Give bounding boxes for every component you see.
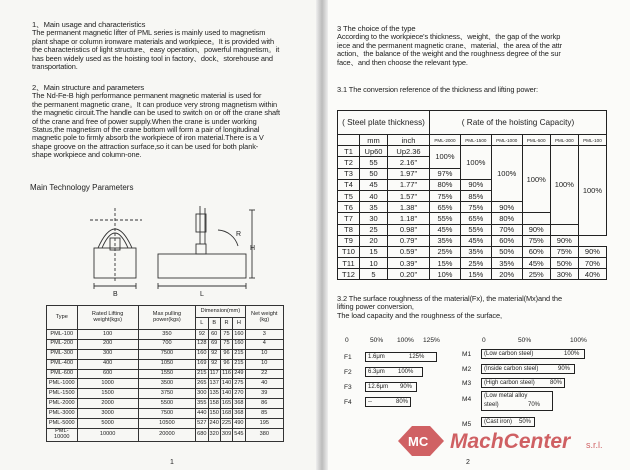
spec-cell: PML-1000	[47, 379, 78, 389]
spec-cell: 20000	[138, 428, 195, 441]
spec-cell: 545	[233, 428, 245, 441]
m-scale-100: 100%	[570, 337, 587, 344]
spec-cell: 140	[220, 379, 232, 389]
thickness-header: ( Steel plate thickness)	[338, 111, 430, 135]
spec-cell: 22	[245, 369, 283, 379]
spec-cell: 160	[233, 339, 245, 349]
spec-body	[47, 330, 284, 442]
spec-cell: PML-100	[47, 330, 78, 340]
m1-label: M1	[462, 351, 472, 358]
model-pml-1500: PML-1500	[460, 135, 491, 146]
spec-cell: 2000	[77, 399, 138, 409]
spec-cell: 195	[245, 419, 283, 429]
structure-line: shape workpiece and column-one.	[32, 150, 142, 160]
f1-label: F1	[344, 354, 352, 361]
usage-line: The permanent magnetic lifter of PML series is mainly used to magnetism	[32, 28, 266, 38]
row-code: T4	[338, 179, 360, 190]
usage-line: has been widely used as the hoisting tool in factory、dock、storehouse and	[32, 53, 273, 63]
choice-line: face、and then choose the relevant type.	[337, 57, 468, 67]
col-weight: Net weight (kg)	[245, 306, 283, 330]
spec-cell: 527	[196, 419, 208, 429]
f1-bar: 1.6μm 125%	[365, 352, 437, 362]
f2-label: F2	[344, 369, 352, 376]
lifting-table: ( Steel plate thickness) ( Rate of the hoisting Capacity) mm inch PML-2000 PML-1500 PML-1000 PML-500 PML-300 PML-100 T1 Up60 Up2.36 100% 100% 100% 100% 100% 100% T2 55 2.16" T3 50 1.97" 97% T4 45 1.77" 80% 90% T5 40 1.57" 75% 85% T6 35 1.38" 65% 75% 90% T7 30 1.18" 55% 65% 80% T8 25 0.98" 45% 55% 70% 90% T9 20 0.79" 35% 45% 60% 75% 90% T10 15 0.59" 25% 35% 50% 60% 75% 90% T11 10 0.39" 15% 25% 35% 45% 50% 70% T12 5 0.20" 10% 15% 20% 25% 30% 40%	[337, 110, 607, 280]
spec-row	[47, 369, 284, 379]
m-scale-0: 0	[482, 337, 486, 344]
spec-cell: 300	[196, 389, 208, 399]
spec-cell: 7500	[138, 349, 195, 359]
spec-cell: 300	[77, 349, 138, 359]
machcenter-logo	[394, 418, 626, 464]
structure-line: magnetic pole to firmly absorb the workpiece of iron material.There is a V	[32, 133, 264, 143]
choice-line: According to the workpiece's thickness、weight、the gap of the workp	[337, 32, 561, 42]
conversion-title: 3.1 The conversion reference of the thickness and lifting power:	[337, 85, 538, 94]
col-r: R	[220, 318, 232, 330]
spec-cell: 135	[208, 389, 220, 399]
m2-bar: (Inside carbon steel) 90%	[481, 364, 575, 374]
spec-cell: 86	[245, 399, 283, 409]
spec-cell: 92	[208, 349, 220, 359]
section-roughness	[337, 295, 609, 320]
m4-bar: (Low metal alloy steel) 70%	[481, 391, 553, 411]
spec-cell: 440	[196, 409, 208, 419]
f4-label: F4	[344, 399, 352, 406]
spec-cell: 200	[77, 339, 138, 349]
row-code: T10	[338, 246, 360, 257]
spec-cell: 150	[208, 409, 220, 419]
spec-cell: 265	[196, 379, 208, 389]
rate-cell: 100%	[522, 146, 550, 213]
col-l: L	[196, 318, 208, 330]
col-max: Max pulling power(kgs)	[138, 306, 195, 330]
model-pml-100: PML-100	[578, 135, 606, 146]
f4-bar: -- 80%	[365, 397, 411, 407]
col-h: H	[233, 318, 245, 330]
spec-cell: 160	[196, 349, 208, 359]
logo-suffix: s.r.l.	[586, 440, 603, 450]
f2-bar: 6.3μm 100%	[365, 367, 423, 377]
spec-cell: 10000	[77, 428, 138, 441]
spec-cell: 215	[233, 359, 245, 369]
model-pml-1000: PML-1000	[491, 135, 522, 146]
spec-cell: 140	[220, 389, 232, 399]
spec-cell: 309	[220, 428, 232, 441]
spec-cell: 275	[233, 379, 245, 389]
row-code: T12	[338, 269, 360, 280]
spec-cell: 10500	[138, 419, 195, 429]
dim-l-label: L	[200, 291, 204, 298]
f-scale-125: 125%	[423, 337, 440, 344]
spec-cell: 355	[196, 399, 208, 409]
logo-name: MachCenter	[450, 430, 571, 453]
page-gutter	[316, 0, 328, 470]
spec-cell: 700	[138, 339, 195, 349]
spec-cell: PML-2000	[47, 399, 78, 409]
spec-cell: 40	[245, 379, 283, 389]
spec-row	[47, 349, 284, 359]
usage-heading: 1、Main usage and characteristics	[32, 20, 146, 29]
spec-cell: 4	[245, 339, 283, 349]
roughness-line: The load capacity and the roughness of the surface,	[337, 310, 502, 320]
spec-cell: 1500	[77, 389, 138, 399]
spec-cell: PML-3000	[47, 409, 78, 419]
row-code: T9	[338, 235, 360, 246]
spec-cell: 75	[220, 330, 232, 340]
m3-label: M3	[462, 380, 472, 387]
dim-b-label: B	[113, 291, 118, 298]
choice-heading: 3 The choice of the type	[337, 24, 416, 33]
spec-cell: 100	[77, 330, 138, 340]
rate-header: ( Rate of the hoisting Capacity)	[430, 111, 607, 135]
spec-cell: 1550	[138, 369, 195, 379]
usage-line: transportation.	[32, 62, 78, 72]
roughness-line: lifting power conversion,	[337, 302, 414, 312]
spec-cell: 117	[208, 369, 220, 379]
spec-table	[46, 305, 284, 442]
usage-line: the characteristics of light structure、easy operation、powerful magnetism。it	[32, 45, 280, 55]
spec-cell: 1000	[77, 379, 138, 389]
logo-badge-text: MC	[408, 434, 429, 449]
spec-cell: PML-5000	[47, 419, 78, 429]
f-scale-50: 50%	[370, 337, 384, 344]
spec-row	[47, 339, 284, 349]
row-code: T3	[338, 168, 360, 179]
spec-row	[47, 399, 284, 409]
spec-cell: 96	[220, 349, 232, 359]
structure-line: shape groove on the attraction surface,so it can be used for both plank-	[32, 141, 259, 151]
choice-line: iece and the permanent magnetic crane、material、the area of the attr	[337, 40, 563, 50]
m5-label: M5	[462, 421, 472, 428]
spec-cell: PML-1500	[47, 389, 78, 399]
spec-cell: 39	[245, 389, 283, 399]
row-code: T5	[338, 190, 360, 201]
spec-cell: 3750	[138, 389, 195, 399]
model-pml-300: PML-300	[550, 135, 578, 146]
spec-cell: 680	[196, 428, 208, 441]
usage-line: plant shape or column ironware materials and workpiece。It is provided with	[32, 36, 274, 46]
spec-cell: PML-10000	[47, 428, 78, 441]
row-code: T11	[338, 258, 360, 269]
choice-line: action、the balance of the weight and the roughness degree of the sur	[337, 49, 561, 59]
rate-cell: 100%	[491, 146, 522, 202]
spec-cell: 168	[220, 409, 232, 419]
spec-cell: 3500	[138, 379, 195, 389]
row-code: T7	[338, 213, 360, 224]
spec-cell: 600	[77, 369, 138, 379]
col-rated: Rated Lifting weight(kgs)	[77, 306, 138, 330]
tech-params-heading: Main Technology Parameters	[30, 183, 134, 192]
row-code: T6	[338, 202, 360, 213]
structure-heading: 2、Main structure and parameters	[32, 83, 145, 92]
spec-cell: 10	[245, 349, 283, 359]
spec-cell: 240	[208, 419, 220, 429]
spec-cell: 1050	[138, 359, 195, 369]
m1-bar: (Low carbon steel) 100%	[481, 349, 585, 359]
spec-cell: 160	[233, 330, 245, 340]
spec-cell: 368	[233, 399, 245, 409]
f-scale-0: 0	[345, 337, 349, 344]
mm-header: mm	[360, 135, 388, 146]
structure-line: the permanent magnetic crane。It can produce very strong magnetism within	[32, 99, 278, 109]
spec-cell: 3	[245, 330, 283, 340]
spec-cell: 5500	[138, 399, 195, 409]
spec-cell: 7500	[138, 409, 195, 419]
row-code: T1	[338, 146, 360, 157]
roughness-line: 3.2 The surface roughness of the material(Fx), the material(Mx)and the	[337, 294, 562, 303]
model-pml-500: PML-500	[522, 135, 550, 146]
spec-cell: 320	[208, 428, 220, 441]
row-code: T8	[338, 224, 360, 235]
dim-h-label: H	[250, 245, 256, 252]
spec-cell: 60	[208, 330, 220, 340]
section-choice	[337, 25, 609, 67]
spec-cell: 350	[138, 330, 195, 340]
m-scale-50: 50%	[518, 337, 532, 344]
page-number-left: 1	[170, 459, 174, 466]
spec-row	[47, 428, 284, 441]
spec-row	[47, 409, 284, 419]
spec-cell: PML-300	[47, 349, 78, 359]
spec-cell: 249	[233, 369, 245, 379]
structure-line: Status,the magnetism of the crane bottom will form a pair of longitudinal	[32, 125, 260, 135]
f-scale-100: 100%	[397, 337, 414, 344]
structure-line: of the crane and free of power supply.When the crane is under working	[32, 116, 257, 126]
m5-bar: (Cast iron) 50%	[481, 417, 535, 427]
inch-header: inch	[388, 135, 430, 146]
dim-r-label: R	[236, 231, 242, 238]
spec-cell: PML-200	[47, 339, 78, 349]
spec-cell: 69	[208, 339, 220, 349]
col-type: Type	[47, 306, 78, 330]
spec-cell: 368	[233, 409, 245, 419]
spec-cell: 10	[245, 359, 283, 369]
rate-cell: 100%	[578, 146, 606, 236]
spec-cell: 75	[220, 339, 232, 349]
spec-cell: 137	[208, 379, 220, 389]
col-b: B	[208, 318, 220, 330]
spec-cell: 92	[196, 330, 208, 340]
structure-line: The Nd-Fe-B high performance permanent magnetic material is used for	[32, 91, 262, 101]
rate-cell: 100%	[460, 146, 491, 180]
col-dimension: Dimension(mm)	[196, 306, 245, 318]
spec-cell: 215	[233, 349, 245, 359]
lifter-drawing	[88, 200, 258, 298]
section-usage	[32, 21, 314, 71]
spec-cell: 400	[77, 359, 138, 369]
side-view-body	[158, 254, 246, 278]
spec-row	[47, 389, 284, 399]
spec-cell: 225	[220, 419, 232, 429]
spec-cell: 490	[233, 419, 245, 429]
spec-cell: PML-600	[47, 369, 78, 379]
spec-row	[47, 419, 284, 429]
spec-cell: 215	[196, 369, 208, 379]
m2-label: M2	[462, 366, 472, 373]
spec-cell: PML-400	[47, 359, 78, 369]
model-pml-2000: PML-2000	[430, 135, 461, 146]
spec-cell: 158	[208, 399, 220, 409]
page-number-right: 2	[466, 459, 470, 466]
section-structure	[32, 84, 314, 160]
spec-row	[47, 379, 284, 389]
spec-cell: 96	[220, 359, 232, 369]
spec-row	[47, 330, 284, 340]
m4-label: M4	[462, 396, 472, 403]
spec-row	[47, 359, 284, 369]
spec-cell: 270	[233, 389, 245, 399]
m3-bar: (High carbon steel) 80%	[481, 378, 565, 388]
spec-cell: 116	[220, 369, 232, 379]
spec-cell: 165	[220, 399, 232, 409]
spec-cell: 169	[196, 359, 208, 369]
row-code: T2	[338, 157, 360, 168]
spec-cell: 3000	[77, 409, 138, 419]
structure-line: the magnetic circuit.The handle can be used to switch on or off the crane shaft	[32, 108, 280, 118]
spec-cell: 128	[196, 339, 208, 349]
rate-cell: 100%	[430, 146, 461, 168]
rate-cell: 100%	[550, 146, 578, 224]
spec-cell: 5000	[77, 419, 138, 429]
spec-cell: 380	[245, 428, 283, 441]
f3-bar: 12.6μm 90%	[365, 382, 417, 392]
f3-label: F3	[344, 384, 352, 391]
spec-cell: 85	[245, 409, 283, 419]
spec-cell: 92	[208, 359, 220, 369]
